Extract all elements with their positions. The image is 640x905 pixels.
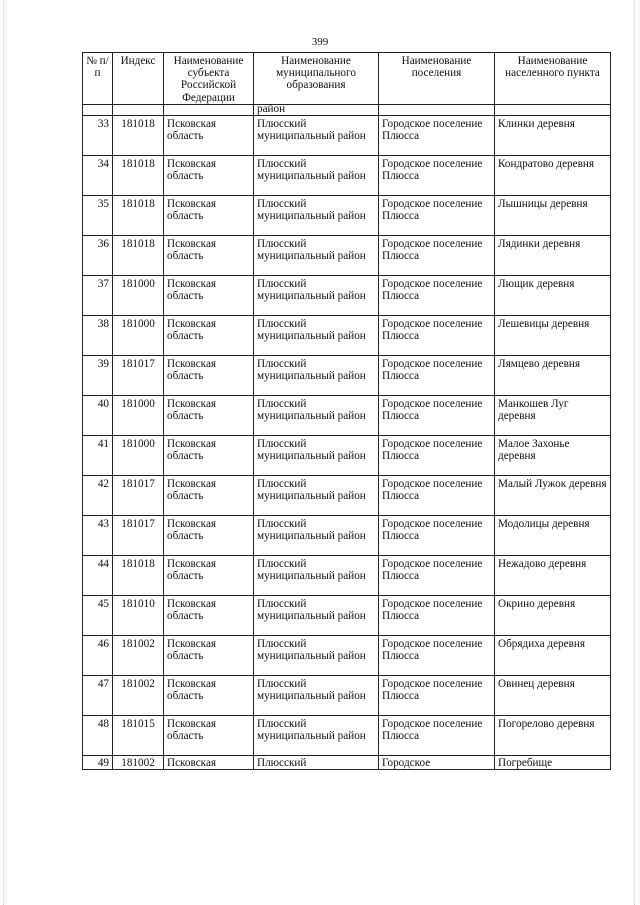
cell-index: 181018 [113, 555, 164, 595]
table-row [83, 395, 611, 435]
cell-locality: Манкошев Луг деревня [495, 395, 611, 435]
cell-municipality: Плюсский муниципальный район [254, 595, 379, 635]
cell-municipality: Плюсский муниципальный район [254, 355, 379, 395]
cell-locality: Малое Захонье деревня [495, 435, 611, 475]
cell-subject: Псковская область [164, 595, 254, 635]
cell-num: 34 [83, 155, 113, 195]
cell-settlement: Городское поселение Плюсса [379, 515, 495, 555]
cell-subject: Псковская область [164, 515, 254, 555]
cell-locality: Погорелово деревня [495, 715, 611, 755]
table-row [83, 515, 611, 555]
cell-settlement: Городское поселение Плюсса [379, 395, 495, 435]
cell-subject: Псковская область [164, 235, 254, 275]
cell-subject: Псковская область [164, 555, 254, 595]
cell-index: 181002 [113, 755, 164, 769]
cell-num: 47 [83, 675, 113, 715]
cell-index: 181002 [113, 675, 164, 715]
cell-settlement: Городское поселение Плюсса [379, 235, 495, 275]
cell-municipality: Плюсский муниципальный район [254, 235, 379, 275]
cell-index: 181015 [113, 715, 164, 755]
cell-num: 36 [83, 235, 113, 275]
cell-num: 35 [83, 195, 113, 235]
cell-settlement: Городское поселение Плюсса [379, 315, 495, 355]
cell-subject: Псковская область [164, 475, 254, 515]
cell-num: 45 [83, 595, 113, 635]
cell-settlement: Городское поселение Плюсса [379, 435, 495, 475]
cell-empty [164, 104, 254, 115]
cell-locality: Окрино деревня [495, 595, 611, 635]
cell-index: 181017 [113, 355, 164, 395]
cell-municipality: Плюсский муниципальный район [254, 275, 379, 315]
cell-settlement: Городское поселение Плюсса [379, 595, 495, 635]
cell-subject: Псковская область [164, 675, 254, 715]
cell-municipality: Плюсский муниципальный район [254, 475, 379, 515]
cell-subject: Псковская область [164, 635, 254, 675]
table-row [83, 435, 611, 475]
cell-municipality: Плюсский муниципальный район [254, 635, 379, 675]
cell-num: 49 [83, 755, 113, 769]
table-row [83, 115, 611, 155]
cell-municipality: Плюсский муниципальный район [254, 395, 379, 435]
cell-locality: Погребище [495, 755, 611, 769]
table-header-row [83, 53, 611, 105]
cell-locality: Лядинки деревня [495, 235, 611, 275]
table-row [83, 595, 611, 635]
cell-num: 44 [83, 555, 113, 595]
table-row [83, 675, 611, 715]
cell-subject: Псковская область [164, 115, 254, 155]
cell-locality: Лешевицы деревня [495, 315, 611, 355]
cell-locality: Обрядиха деревня [495, 635, 611, 675]
table-row [83, 635, 611, 675]
cell-municipality: Плюсский муниципальный район [254, 155, 379, 195]
cell-municipality: Плюсский муниципальный район [254, 515, 379, 555]
cell-subject: Псковская [164, 755, 254, 769]
cell-municipality: район [254, 104, 379, 115]
cell-num: 42 [83, 475, 113, 515]
cell-locality: Клинки деревня [495, 115, 611, 155]
header-settlement: Наименование поселения [379, 53, 495, 105]
table-row [83, 235, 611, 275]
cell-locality: Кондратово деревня [495, 155, 611, 195]
cell-settlement: Городское поселение Плюсса [379, 675, 495, 715]
table-row [83, 355, 611, 395]
cell-num: 38 [83, 315, 113, 355]
cell-municipality: Плюсский муниципальный район [254, 115, 379, 155]
table-row [83, 275, 611, 315]
cell-index: 181000 [113, 275, 164, 315]
table-row [83, 475, 611, 515]
cell-locality: Лямцево деревня [495, 355, 611, 395]
cell-municipality: Плюсский муниципальный район [254, 195, 379, 235]
cell-subject: Псковская область [164, 275, 254, 315]
cell-index: 181017 [113, 475, 164, 515]
cell-empty [113, 104, 164, 115]
cell-settlement: Городское поселение Плюсса [379, 275, 495, 315]
cell-index: 181017 [113, 515, 164, 555]
cell-subject: Псковская область [164, 715, 254, 755]
table-row [83, 555, 611, 595]
cell-settlement: Городское поселение Плюсса [379, 715, 495, 755]
settlements-table [82, 52, 611, 770]
cell-municipality: Плюсский муниципальный район [254, 555, 379, 595]
header-num: № п/п [83, 53, 113, 105]
cell-locality: Лышницы деревня [495, 195, 611, 235]
cell-settlement: Городское поселение Плюсса [379, 155, 495, 195]
cell-num: 40 [83, 395, 113, 435]
cell-municipality: Плюсский муниципальный район [254, 435, 379, 475]
cell-empty [379, 104, 495, 115]
cell-subject: Псковская область [164, 195, 254, 235]
cell-locality: Нежадово деревня [495, 555, 611, 595]
cell-municipality: Плюсский муниципальный район [254, 715, 379, 755]
cell-locality: Лющик деревня [495, 275, 611, 315]
header-locality: Наименование населенного пункта [495, 53, 611, 105]
cell-municipality: Плюсский [254, 755, 379, 769]
cell-subject: Псковская область [164, 315, 254, 355]
header-subject: Наименование субъекта Российской Федерации [164, 53, 254, 105]
cell-index: 181000 [113, 315, 164, 355]
cell-subject: Псковская область [164, 355, 254, 395]
cell-index: 181018 [113, 235, 164, 275]
cell-settlement: Городское поселение Плюсса [379, 635, 495, 675]
cell-index: 181010 [113, 595, 164, 635]
cell-municipality: Плюсский муниципальный район [254, 315, 379, 355]
cell-num: 37 [83, 275, 113, 315]
table-row [83, 715, 611, 755]
continuation-row [83, 104, 611, 115]
cell-index: 181000 [113, 395, 164, 435]
cell-settlement: Городское поселение Плюсса [379, 195, 495, 235]
table-row [83, 155, 611, 195]
cell-subject: Псковская область [164, 435, 254, 475]
cell-municipality: Плюсский муниципальный район [254, 675, 379, 715]
left-edge-mark [3, 0, 4, 905]
cell-locality: Модолицы деревня [495, 515, 611, 555]
cell-index: 181018 [113, 195, 164, 235]
right-edge-mark [634, 0, 635, 905]
cell-index: 181018 [113, 115, 164, 155]
header-index: Индекс [113, 53, 164, 105]
cell-index: 181002 [113, 635, 164, 675]
cell-locality: Овинец деревня [495, 675, 611, 715]
cell-subject: Псковская область [164, 395, 254, 435]
cell-num: 48 [83, 715, 113, 755]
cell-num: 43 [83, 515, 113, 555]
table-row [83, 315, 611, 355]
page-number: 399 [311, 36, 329, 48]
cell-num: 39 [83, 355, 113, 395]
cell-index: 181000 [113, 435, 164, 475]
cell-settlement: Городское поселение Плюсса [379, 355, 495, 395]
cell-empty [495, 104, 611, 115]
table-row [83, 195, 611, 235]
header-municipality: Наименование муниципального образования [254, 53, 379, 105]
cell-subject: Псковская область [164, 155, 254, 195]
table-row-partial [83, 755, 611, 769]
cell-settlement: Городское поселение Плюсса [379, 475, 495, 515]
cell-settlement: Городское [379, 755, 495, 769]
cell-empty [83, 104, 113, 115]
cell-settlement: Городское поселение Плюсса [379, 115, 495, 155]
cell-index: 181018 [113, 155, 164, 195]
cell-settlement: Городское поселение Плюсса [379, 555, 495, 595]
cell-num: 46 [83, 635, 113, 675]
cell-num: 33 [83, 115, 113, 155]
cell-locality: Малый Лужок деревня [495, 475, 611, 515]
cell-num: 41 [83, 435, 113, 475]
